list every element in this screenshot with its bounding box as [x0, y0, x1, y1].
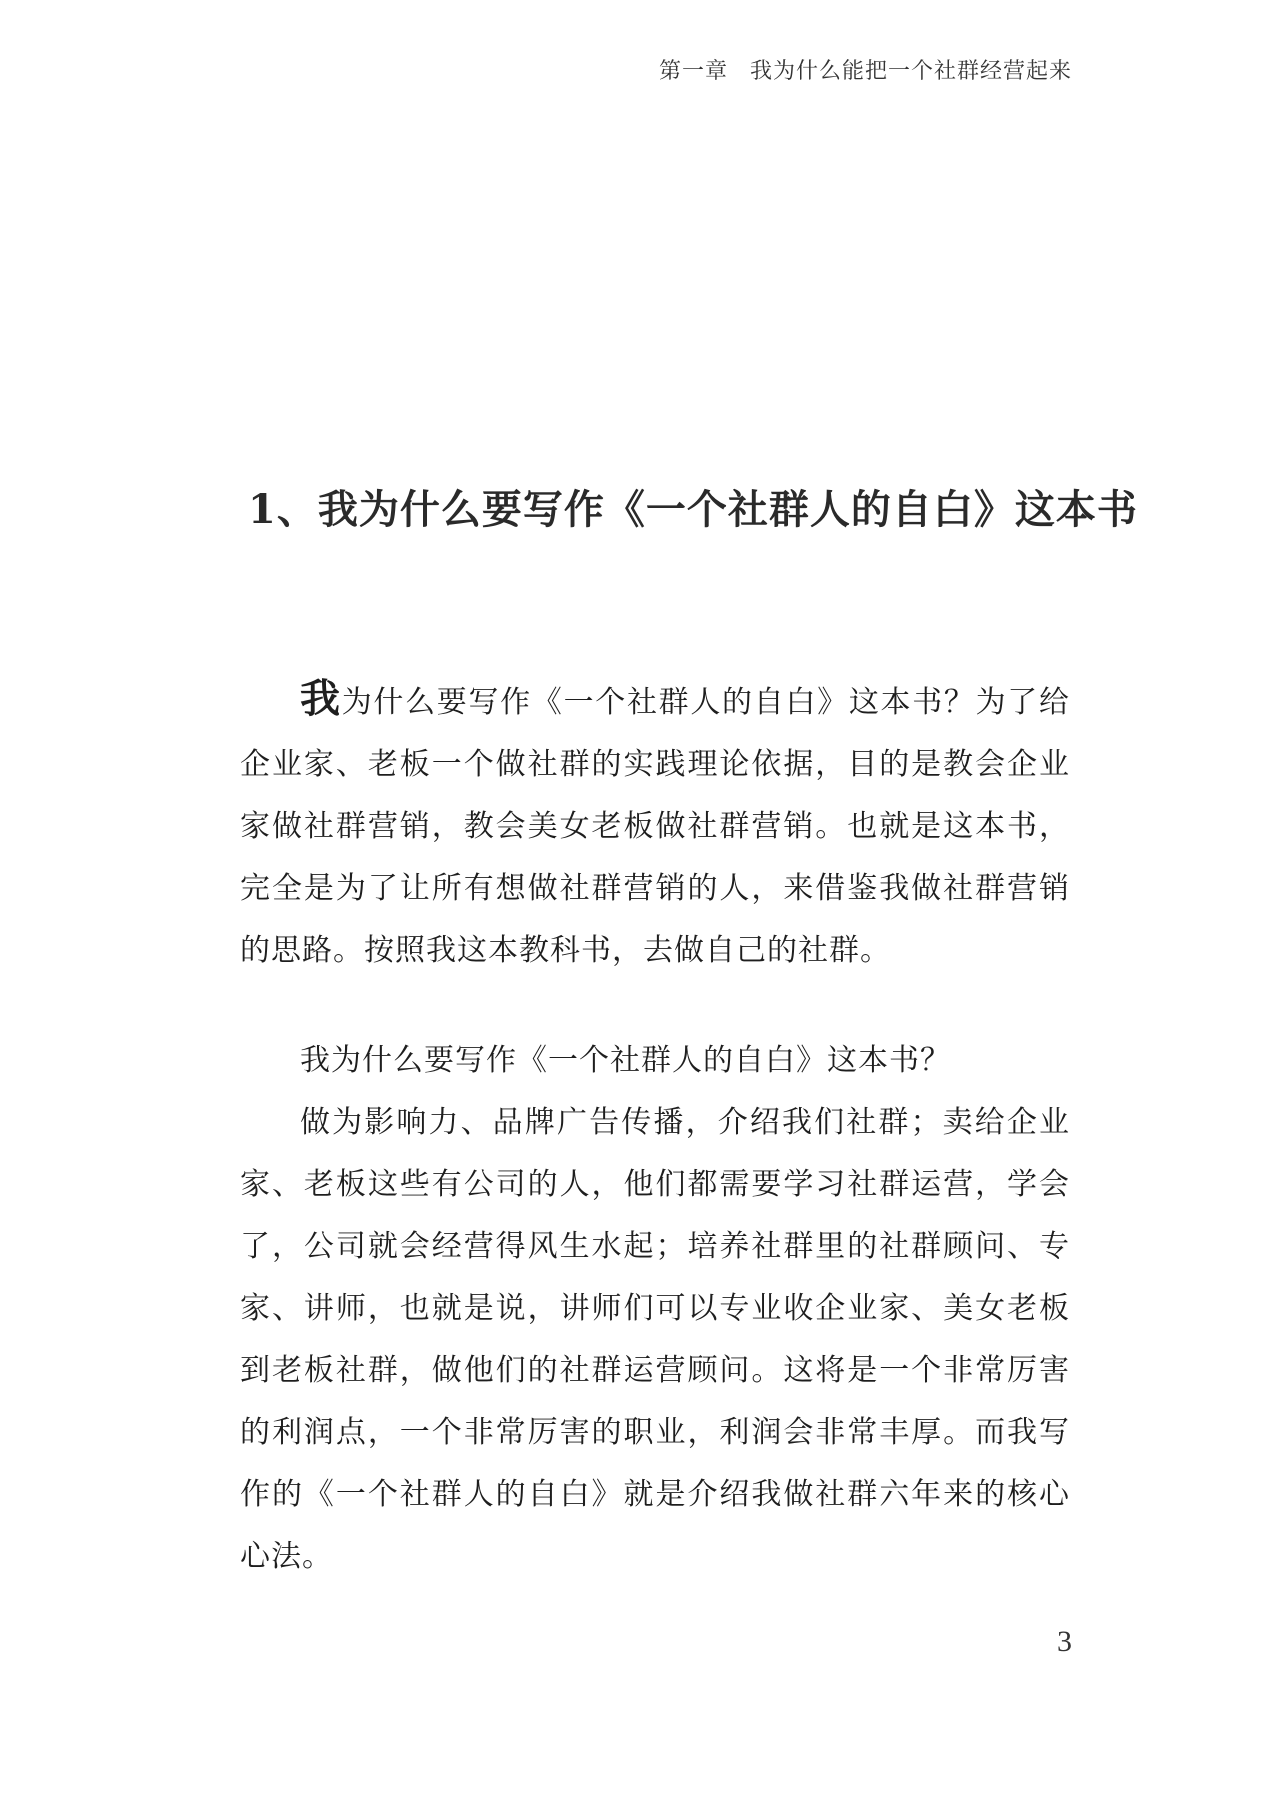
running-head	[659, 54, 1072, 85]
body-block	[240, 1030, 1070, 1588]
section-title: 1、我为什么要写作《一个社群人的自白》这本书	[248, 486, 1138, 533]
drop-cap: 我	[300, 675, 342, 722]
chapter-number: 第一章	[658, 59, 728, 84]
answer-paragraph: 做为影响力、品牌广告传播，介绍我们社群；卖给企业家、老板这些有公司的人，他们都需要学习社群运营，学会了，公司就会经营得风生水起；培养社群里的社群顾问、专家、讲师，也就是说，讲师们可以专业收企业家、美女老板到老板社群，做他们的社群运营顾问。这将是一个非常厉害的利润点，一个非常厉害的职业，利润会非常丰厚。而我写作的《一个社群人的自白》就是介绍我做社群六年来的核心心法。	[240, 1105, 1070, 1574]
page-number: 3	[1057, 1625, 1072, 1658]
question-paragraph: 我为什么要写作《一个社群人的自白》这本书？	[300, 1043, 951, 1078]
intro-paragraph	[240, 672, 1070, 982]
intro-block	[240, 672, 1070, 982]
intro-text: 为什么要写作《一个社群人的自白》这本书？为了给企业家、老板一个做社群的实践理论依据，目的是教会企业家做社群营销，教会美女老板做社群营销。也就是这本书，完全是为了让所有想做社群营销的人，来借鉴我做社群营销的思路。按照我这本教科书，去做自己的社群。	[240, 685, 1071, 968]
chapter-title: 我为什么能把一个社群经营起来	[749, 59, 1072, 84]
